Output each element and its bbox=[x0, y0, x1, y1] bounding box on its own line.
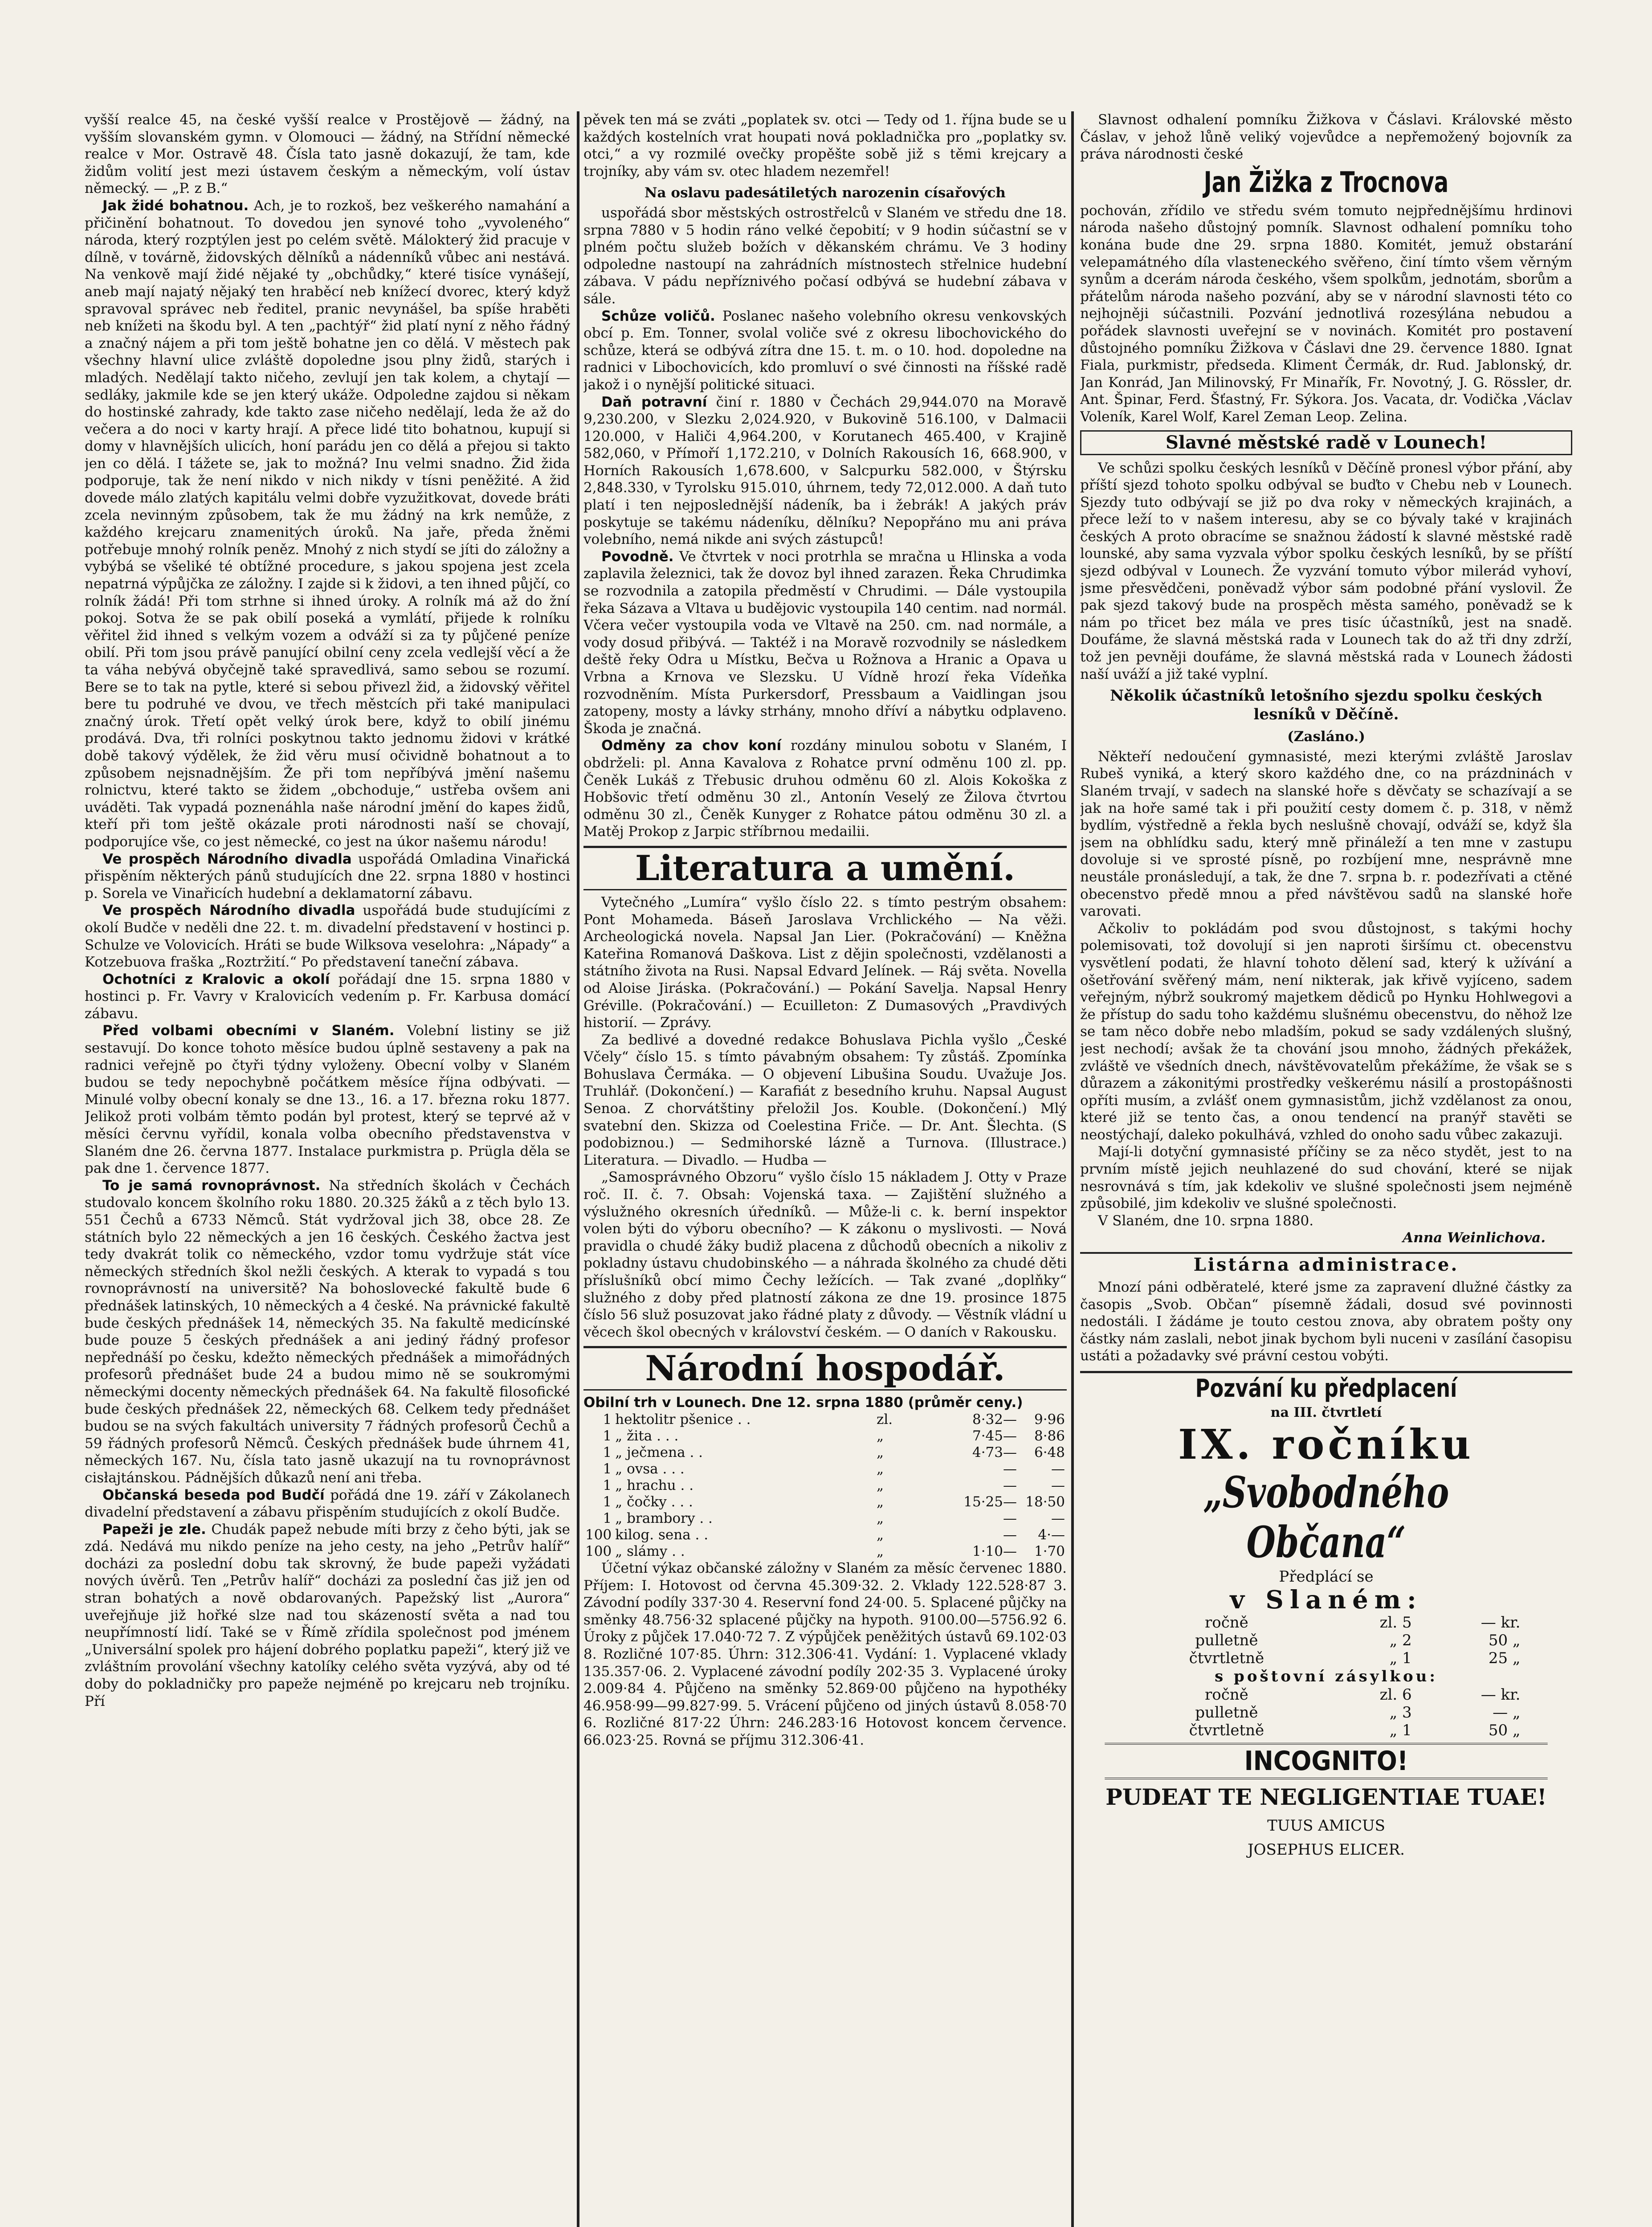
grain-row bbox=[583, 1494, 1067, 1510]
price-cell-zl: zl. 6 bbox=[1379, 1686, 1412, 1704]
ad-title: Pozvání ku předplacení bbox=[1195, 1374, 1457, 1403]
article-heading: To je samá rovnoprávnost. bbox=[102, 1177, 321, 1194]
price-cell-zl: „ 1 bbox=[1389, 1721, 1412, 1739]
price-row bbox=[1130, 1649, 1523, 1667]
grain-market-heading: Obilní trh v Lounech. Dne 12. srpna 1880 (průměr ceny.) bbox=[583, 1395, 1023, 1411]
grain-cell-qty: 1 bbox=[603, 1493, 612, 1510]
grain-cell-unit: „ bbox=[877, 1428, 884, 1444]
article-text: uspořádá sbor městských ostrostřelců v Slaném ve středu dne 18. srpna 7880 v 5 hodin ráno velké čepobití; v 9 hodin súčastní se v plném počtu služeb božích v děkanském chrámu. Ve 3 hodiny odpoledne nastoupí na zahrádních místnostech střelnice hudební zábava. V pádu nepříznivého počasí odbývá se hudební zábava v sále. bbox=[583, 204, 1067, 307]
ad-postal-label: s poštovní zásylkou: bbox=[1215, 1668, 1438, 1685]
price-table-local bbox=[1130, 1614, 1523, 1667]
article-heading: Schůze voličů. bbox=[601, 308, 715, 324]
grain-cell-price: — bbox=[1003, 1477, 1017, 1493]
grain-cell-qty: 1 bbox=[603, 1444, 612, 1460]
signature-block: Několik účastníků letošního sjezdu spolku českých lesníků v Děčíně. bbox=[1110, 687, 1542, 724]
grain-row bbox=[583, 1510, 1067, 1527]
article-text: Chudák papež nebude míti brzy z čeho býti, jak se zdá. Nedává mu nikdo peníze na jeho cesty, na jeho „Petrův halíř“ docházi za poslední dobu tak skrovný, že bude papeži vyžádati nových úvěrů. Ten „Petrův halíř“ docházi za poslední čas již jen od stran bohatých a nově obdarovaných. Papežský list „Aurora“ uveřejňuje již hořké slze nad tou skázeností světa a nad tou neupřímností lidí. Také se v Římě zřídila společnost pod jménem „Universální spolek pro hájení dobrého poplatku papeži“, který již ve zvláštním provolání všechny katolíky celého světa vyzývá, aby od té doby do pokladničky pro papeže nejméně po krejcaru neb trojníku. Pří bbox=[85, 1521, 570, 1709]
grain-cell-price: 15·25— bbox=[963, 1493, 1017, 1510]
price-row bbox=[1130, 1721, 1523, 1739]
column-rule-right bbox=[1071, 111, 1074, 2227]
name-banner: Jan Žižka z Trocnova bbox=[1203, 166, 1449, 199]
article-text: uspořádá bude studujícími z okolí Budče v neděli dne 22. t. m. divadelní představení v hostinci p. Schulze ve Volovicích. Hráti se bude Wilksova veselohra: „Nápady“ a Kotzebuova fraška „Roztržití.“ Po představení taneční zábava. bbox=[85, 902, 570, 971]
grain-cell-unit: „ bbox=[877, 1510, 884, 1526]
price-cell-label: ročně bbox=[1205, 1614, 1248, 1632]
grain-cell-unit: „ bbox=[877, 1477, 884, 1493]
grain-cell-unit: „ bbox=[877, 1460, 884, 1477]
ad-prepay-label: Předplácí se bbox=[1279, 1568, 1374, 1586]
article-heading: Občanská beseda pod Budčí bbox=[102, 1487, 325, 1503]
article-text: Na středních školách v Čechách studovalo koncem školního roku 1880. 20.325 žáků a z těch bylo 13. 551 Čechů a 6733 Němců. Stát vydržoval jich 38, obce 28. Ze státních bylo 22 německých a jen 16 českých. Českého žactva jest tedy dvakrát tolik co německého, vzdor tomu vydržuje stát více německých středních škol nežli českých. A kterak to vypadá s tou rovnoprávností na universitě? Na bohoslovecké fakultě bude 6 přednášek latinských, 10 německých a 4 české. Na právnické fakultě bude českých přednášek 14, německých 35. Na fakultě medicínské bude pouze 5 českých přednášek a ani jediný řádný profesor nepřednáší po česku, kdežto německých přednášek a mimořádných profesorů přednášet bude 24 a budou mimo ně se soukromými německými docenty německých přednášek 64. Na fakultě filosofické bude českých přednášek 22, německých 68. Celkem tedy přednášet budou se na svých fakultách university 7 řádných profesorů Čechů a 59 řádných profesorů Němců. Českých přednášek bude úhrnem 41, německých 167. Nu, čísla tato jasně ukazují na tu rovnoprávnost cisłajtánskou. Pádnějších důkazů není ani třeba. bbox=[85, 1177, 570, 1486]
grain-cell-qty: 1 bbox=[603, 1428, 612, 1444]
price-row bbox=[1130, 1704, 1523, 1721]
grain-cell-price2: 4·— bbox=[1038, 1526, 1065, 1543]
grain-cell-price: 1·10— bbox=[972, 1543, 1017, 1559]
section-heading-listarna: Listárna administrace. bbox=[1080, 1252, 1572, 1276]
grain-cell-name: „ slámy . . bbox=[615, 1543, 685, 1559]
article-text: rozdány minulou sobotu v Slaném, I obdrželi: pl. Anna Kavalova z Rohatce první odměnu 100 zl. pp. Čeněk Lukáš z Třebusic druhou odměnu 60 zl. Alois Kokoška z Hobšovic třetí odměnu 30 zl., Antonín Veselý ze Žilova čtvrtou odměnu 30 zl., Čeněk Kunyger z Rohatce pátou odměnu 30 zl. a Matěj Prokop z Jarpic stříbrnou medailii. bbox=[583, 738, 1067, 840]
article-text: Účetní výkaz občanské záložny v Slaném za měsíc červenec 1880. Příjem: I. Hotovost od června 45.309·32. 2. Vklady 122.528·87 3. Závodní podíly 337·30 4. Reservní fond 24·00. 5. Splacené půjčky na směnky 48.756·32 splacené půjčky na hypoth. 9100.00—5756.92 6. Úroky z půjček 17.040·72 7. Z výpůjček peněžitých ústavů 69.102·03 8. Rozličné 107·85. Úhrn: 312.306·41. Vydání: 1. Vyplacené vklady 135.357·06. 2. Vyplacené závodní podíly 202·35 3. Vyplacené úroky 2.009·84 4. Půjčeno na směnky 52.869·00 půjčeno na hypothéky 46.958·99—99.827·99. 5. Vrácení půjčeno od jiných ústavů 8.058·70 6. Rozličné 817·22 Úhrn: 246.283·16 Hotovost koncem července. 66.023·25. Rovná se příjmu 312.306·41. bbox=[583, 1560, 1067, 1748]
price-cell-kr: 50 „ bbox=[1488, 1721, 1521, 1739]
ad-place: v Slaném: bbox=[1230, 1585, 1423, 1615]
article-text: Poslanec našeho volebního okresu venkovských obcí p. Em. Tonner, svolal voliče své z okresu libochovického do schůze, která se odbývá zítra dne 15. t. m. o 10. hod. dopoledne na radnici v Libochovicích, kdo promluví o své činnosti na říšské radě jakož i o nynější politické situaci. bbox=[583, 308, 1067, 393]
article-text: Někteří nedoučení gymnasisté, mezi kterými zvláště Jaroslav Rubeš vyniká, a který skoro každého dne, co na prázdninách v Slaném trvají, v sadech na slanské hoře s děvčaty se schazívají a se jak na hoře samé tak i při použití cesty domem č. p. 318, v němž bydlím, výstředně a řekla bych neslušně chovají, odváží se, když šla jsem na obhlídku sadu, který mně přináleží a ten mne v zastupu dovoluje si ve sprosté písně, po rozbíjení mne, nesprávně mne neustále pronásledují, a tak, že dne 7. srpna b. r. podezřívati a ctěné obecenstvo předě mnou a před návštěvou sadů na slanské hoře varovati. bbox=[1080, 748, 1572, 920]
price-cell-kr: 25 „ bbox=[1488, 1649, 1521, 1667]
article-text: pořádá dne 19. září v Zákolanech divadelní představení a zábavu přispěním studujících z okolí Budče. bbox=[85, 1487, 570, 1521]
grain-cell-qty: 1 bbox=[603, 1477, 612, 1493]
ad-newspaper-name: „Svobodného Občana“ bbox=[1203, 1467, 1449, 1567]
article-heading: Ochotníci z Kralovic a okolí bbox=[102, 971, 330, 987]
grain-cell-unit: „ bbox=[877, 1444, 884, 1460]
price-row bbox=[1130, 1614, 1523, 1632]
article-text: Mají-li dotyční gymnasisté příčiny se za něco stydět, jest to na prvním místě jejich neuhlazené do sud chování, které se nijak nesrovnává s tím, jak kdekoliv ve slušné společnosti jsem nejméně způsobilé, jim kdekoliv ve slušné společnosti. bbox=[1080, 1144, 1572, 1212]
zaslano-heading: (Zasláno.) bbox=[1287, 729, 1365, 745]
grain-cell-price2: 1·70 bbox=[1034, 1543, 1065, 1559]
price-row bbox=[1130, 1632, 1523, 1649]
article-text: Volební listiny se již sestavují. Do konce tohoto měsíce budou úplně sestaveny a pak na radnici veřejně po čtyři týdny vyloženy. Obecní volby v Slaném budou se tedy nepochybně počátkem měsíce října odbývati. — Minulé volby obecní konaly se dne 13., 16. a 17. března roku 1877. Jelikož proti volbám těmto podán byl protest, který se teprvé až v měsíci červnu vyřídil, konala volba obecního představenstva v Slaném dne 26. června 1877. Instalace purkmistra p. Prügla děla se pak dne 1. července 1877. bbox=[85, 1023, 570, 1177]
grain-cell-name: „ hrachu . . bbox=[615, 1477, 694, 1493]
grain-cell-price: — bbox=[1003, 1460, 1017, 1477]
article-text: uspořádá Omladina Vinařická přispěním některých pánů studujících dne 22. srpna 1880 v hostinci p. Sorela ve Vinařicích hudební a deklamatorní zábavu. bbox=[85, 851, 570, 901]
grain-cell-name: „ ječmena . . bbox=[615, 1444, 703, 1460]
grain-cell-unit: „ bbox=[877, 1526, 884, 1543]
article-heading: Před volbami obecními v Slaném. bbox=[102, 1023, 395, 1039]
price-cell-label: čtvrtletně bbox=[1189, 1649, 1264, 1667]
article-text: Mnozí páni odběratelé, které jsme za zapravení dlužné částky za časopis „Svob. Občan“ písemně žádali, dosud své povinnosti nedostáli. I žádáme je touto cestou znova, aby obratem pošty ony částky nám zaslali, nebot jinak bychom byli nuceni v zasílání časopisu ustáti a požadavky své právní cestou vobýti. bbox=[1080, 1279, 1572, 1364]
grain-row bbox=[583, 1461, 1067, 1477]
grain-cell-qty: 1 bbox=[603, 1460, 612, 1477]
grain-row bbox=[583, 1411, 1067, 1428]
article-text: pěvek ten má se zváti „poplatek sv. otci — Tedy od 1. října bude se u každých kostelních vrat houpati nová pokladnička pro „poplatky sv. otci,“ a vy rozmilé ovečky propěšte sobě již s těmi krejcary a trojníky, aby vám sv. otec hladem nezemřel! bbox=[583, 112, 1067, 179]
column-1 bbox=[85, 111, 570, 2227]
article-text: činí r. 1880 v Čechách 29,944.070 na Moravě 9,230.200, v Slezku 2,024.920, v Bukovině 516.100, v Dalmacii 120.000, v Haliči 4,964.200, v Korutanech 465.400, v Krajině 582,060, v Přímoří 1,172.210, v Dolních Rakousích 16, 668.900, v Horních Rakousích 1,678.600, v Salcpurku 582.000, v Štýrsku 2,848.330, v Tyrolsku 915.010, úhrnem, tedy 72,012.000. A daň tuto platí i ten nejposlednější nádeník, ba i žebrák! A jakých práv poskytuje se takému nádeníku, dělníku? Nepopřáno mu ani práva volebního, nemá nikde ani svých zástupců! bbox=[583, 394, 1067, 548]
grain-cell-price: 4·73— bbox=[972, 1444, 1017, 1460]
article-heading: Povodně. bbox=[601, 548, 674, 565]
grain-cell-price2: — bbox=[1051, 1477, 1065, 1493]
price-cell-label: čtvrtletně bbox=[1189, 1721, 1264, 1739]
price-cell-label: pulletně bbox=[1195, 1632, 1258, 1649]
grain-cell-price: — bbox=[1003, 1510, 1017, 1526]
grain-cell-name: „ ovsa . . . bbox=[615, 1460, 685, 1477]
ad-volume: IX. ročníku bbox=[1178, 1420, 1474, 1468]
price-table-postal bbox=[1130, 1686, 1523, 1739]
grain-cell-price: — bbox=[1003, 1526, 1017, 1543]
grain-cell-price2: 9·96 bbox=[1034, 1411, 1065, 1428]
article-date: V Slaném, dne 10. srpna 1880. bbox=[1098, 1212, 1314, 1229]
grain-cell-qty: 1 bbox=[603, 1510, 612, 1526]
grain-row bbox=[583, 1543, 1067, 1560]
article-heading: Ve prospěch Národního divadla bbox=[102, 902, 355, 919]
article-heading: Odměny za chov koní bbox=[601, 738, 782, 754]
grain-cell-price2: — bbox=[1051, 1510, 1065, 1526]
grain-cell-unit: „ bbox=[877, 1493, 884, 1510]
article-text: „Samosprávného Obzoru“ vyšlo číslo 15 nákladem J. Otty v Praze roč. II. č. 7. Obsah: Vojenská taxa. — Zajištění služného a výslužného okresních úředníků. — Může-li c. k. berní inspektor volen býti do výboru obecního? — K zákonu o myslivosti. — Nová pravidla o chudé žáky budiž placena z důchodů obecních a nikoliv z pokladny ústavu chudobinského — a náhrada školného za chudé děti příslušníků obcí mimo Čechy ležících. — Tak zvané „doplňky“ služného z doby před platností zákona ze dne 19. prosince 1875 číslo 56 služ posuzovat jako řádné platy z důvody. — Věstník vládní u věcech škol obecných v království českém. — O daních v Rakousku. bbox=[583, 1169, 1067, 1340]
price-row bbox=[1130, 1686, 1523, 1704]
grain-row bbox=[583, 1428, 1067, 1444]
signature-elicer: JOSEPHUS ELICER. bbox=[1248, 1841, 1405, 1859]
grain-row bbox=[583, 1444, 1067, 1461]
price-cell-label: ročně bbox=[1205, 1686, 1248, 1704]
grain-cell-name: „ čočky . . . bbox=[615, 1493, 693, 1510]
article-text: pořádají dne 15. srpna 1880 v hostinci p. Fr. Vavry v Kralovicích vedením p. Fr. Karbusa domácí zábavu. bbox=[85, 971, 570, 1022]
grain-cell-unit: zl. bbox=[877, 1411, 893, 1428]
article-text: Slavnost odhalení pomníku Žižkova v Čáslavi. Královské město Čáslav, v jehož lůně veliký vojevůdce a nepřemožený bojovník za práva národnosti české bbox=[1080, 112, 1572, 163]
price-cell-zl: zl. 5 bbox=[1379, 1614, 1412, 1632]
section-heading-literature: Literatura a umění. bbox=[583, 846, 1067, 890]
grain-cell-price2: — bbox=[1051, 1460, 1065, 1477]
tuus-amicus: TUUS AMICUS bbox=[1267, 1817, 1385, 1835]
grain-cell-price2: 18·50 bbox=[1025, 1493, 1065, 1510]
subscription-ad bbox=[1080, 1371, 1572, 1860]
section-heading-economy: Národní hospodář. bbox=[583, 1346, 1067, 1391]
article-heading: Na oslavu padesátiletých narozenin císařových bbox=[644, 185, 1006, 201]
grain-cell-price2: 6·48 bbox=[1034, 1444, 1065, 1460]
newspaper-page bbox=[85, 111, 1572, 2227]
article-text: Ačkoliv to pokládám pod svou důstojnost, s takými hochy polemisovati, tož dovolují si jen naproti širšímu ct. obecenstvu vysvětlení podati, že hlavní tohoto dělení sad, který k užívání a ošetřování svěřený mám, není nikterak, jak křivě vyjíceno, sadem veřejným, nýbrž soukromý majetkem dědiců po Hynku Hohlwegovi a že přístup do sadu toho každému slušnému obecenstvu, do něhož lze se tam něco dobře nebo mladším, pokud se sady vzdálených slušný, jest nechodí; avšak že ta chování jsou mnoho, žádných překážek, zvláště ve všedních dnech, návštěvovatelům překážíme, že však se s důrazem a zákonitými prostředky veškerému násilí a prostopášnosti opříti musím, a zvlášť onem gymnasistům, jichž vzdělanost za onou, které již se tento čas, a onou tendencí na pranýř stavěti se neostýchají, daleko pokulhává, vzhled do onoho sadu vůbec zakazuji. bbox=[1080, 920, 1572, 1143]
grain-cell-name: „ žita . . . bbox=[615, 1428, 679, 1444]
incognito-heading: INCOGNITO! bbox=[1105, 1743, 1548, 1779]
article-heading: Papeži je zle. bbox=[102, 1521, 206, 1538]
signature: Anna Weinlichova. bbox=[1403, 1230, 1546, 1246]
price-cell-label: pulletně bbox=[1195, 1704, 1258, 1721]
grain-row bbox=[583, 1527, 1067, 1543]
price-cell-zl: „ 3 bbox=[1389, 1704, 1412, 1721]
grain-cell-qty: 100 bbox=[585, 1543, 612, 1559]
grain-cell-name: hektolitr pšenice . . bbox=[615, 1411, 751, 1428]
article-text: Ach, je to rozkoš, bez veškerého namahání a přičinění bohatnout. To dovedou jen synové toho „vyvoleného“ národa, který rozptýlen jest po celém světě. Málokterý žid pracuje v dílně, v továrně, židovských dělníků a nádenníků vůbec ani nestává. Na venkově mají židé nějaké ty „obchůdky,“ které tisíce vynášejí, aneb mají najatý nějaký ten hraběcí neb knížecí dvorec, který když spravoval správec neb ředitel, pranic nevynášel, ba spíše hraběti neb knížeti na škodu byl. A ten „pachtýř“ žid platí nyní z něho řádný a značný nájem a při tom ještě bohatne jen co dělá. V městech pak všechny hlavní ulice zvláště dopoledne jsou plny židů, starých i mladých. Nedělají takto ničeho, zevlují jen tak kolem, a chytají — sedláky, jakmile kde se jen který ukáže. Odpoledne zajdou si někam do hostinské zahrady, kde takto zase ničeho nedělají, leda že až do večera a do noci v karty hrají. A přece lidé tito bohatnou, kupují si domy v hlavnějších ulicích, honí parádu jen co dělá a přejou si takto jen co dělá. I tážete se, jak to možná? Inu velmi snadno. Žid žida podporuje, tak že není nikdo v nich nikdy v tísni peněžité. A žid dovede málo zlatých kapitálu velmi dobře vyzužitkovat, dovede bráti zcela nevinným způsobem, tak že mu žádný na krk nemůže, z každého krejcaru znamenitých úroků. Na jaře, předa žněmi potřebuje mnohý rolník peněz. Mnohý z nich stydí se jíti do záložny a vybýbá se všeliké té obtížné procedure, s jakou spojena jest zcela nepatrná výpůjčka ze záložny. I zajde si k židovi, a ten ihned půjčí, co rolník žádá! Při tom strhne si ihned úroky. A rolník má až do žní pokoj. Sotva že se pak obilí poseká a vymlátí, přijede k rolníku věřitel žid ihned s velkým vozem a odváží si za ty půjčené peníze obilí. Při tom jsou právě panující obilní ceny zcela vedlejší věcí a že ta váha nebývá obyčejně také spravedlivá, samo sebou se rozumí. Bere se to tak na pytle, které si sebou přivezl žid, a židovský věřitel bere tu podruhé ve dvou, ve třech městcích při také manipulaci značný úrok. Třetí opět velký úrok bere, když to obilí jinému prodává. Dva, tři rolníci poskytnou takto jednomu židovi v krátké době takový výdělek, že žid věru musí očividně bohatnout a to způsobem nejsnadnějším. Že při tom nepříbývá jmění našemu rolnictvu, které takto se židem „obchoduje,“ ustřeba ovšem ani uváděti. Tak vypadá poznenáhla naše národní jmění do kapes židů, kteří při tom ještě okázale proti národnosti naší se chovají, podporujíce vše, co jest německé, co jest na úkor našemu národu! bbox=[85, 197, 570, 850]
article-heading: Jak židé bohatnou. bbox=[102, 197, 249, 214]
column-3 bbox=[1080, 111, 1572, 2227]
grain-cell-name: kilog. sena . . bbox=[615, 1526, 709, 1543]
ad-subtitle: na III. čtvrtletí bbox=[1270, 1405, 1382, 1420]
article-text: pochován, zřídilo ve středu svém tomuto nejpřednějšímu hrdinovi národa našeho důstojný pomník. Slavnost odhalení pomníku toho konána bude dne 29. srpna 1880. Komitét, jemuž obstarání velepamátného díla vlasteneckého svěřeno, činí tímto všem věrným synům a dcerám národa českého, všem spolkům, jednotám, sborům a přátelům národa našeho pozvání, aby se v národní slavnosti této co nejhojněji súčastnili. Pozvání jednotlivá rozesýlána nebudou a pořádek slavnosti uveřejní se v novinách. Komitét pro postavení důstojného pomníku Žižkova v Čáslavi dne 29. července 1880. Ignat Fiala, purkmistr, předseda. Kliment Čermák, dr. Rud. Jablonský, dr. Jan Konrád, Jan Milinovský, Fr Minařík, Fr. Novotný, J. G. Rössler, dr. Ant. Špinar, Ferd. Šťastný, Fr. Sýkora. Jos. Vacata, dr. Vodička ,Václav Voleník, Karel Wolf, Karel Zeman Leop. Zelina. bbox=[1080, 202, 1572, 425]
grain-cell-price: 7·45— bbox=[972, 1428, 1017, 1444]
grain-row bbox=[583, 1477, 1067, 1494]
grain-cell-name: „ brambory . . bbox=[615, 1510, 713, 1526]
price-cell-zl: „ 2 bbox=[1389, 1632, 1412, 1649]
column-2 bbox=[583, 111, 1067, 2227]
price-cell-kr: — kr. bbox=[1481, 1614, 1521, 1632]
article-text: Za bedlivé a dovedné redakce Bohuslava Pichla vyšlo „České Včely“ číslo 15. s tímto pávabným obsahem: Ty zůstáš. Zpomínka Bohuslava Čermáka. — O objevení Libušina Soudu. Uvažuje Jos. Truhlář. (Dokončení.) — Karafiát z besedního kruhu. Napsal August Senoa. Z chorvátštiny přeložil Jos. Kouble. (Dokončení.) Mlý svatební den. Skizza od Coelestina Friče. — Dr. Ant. Šlechta. (S podobiznou.) — Sedmihorské lázně a Turnova. (Illustrace.) Literatura. — Divadlo. — Hudba — bbox=[583, 1032, 1067, 1168]
article-heading: Ve prospěch Národního divadla bbox=[102, 851, 352, 867]
price-cell-kr: 50 „ bbox=[1488, 1632, 1521, 1649]
article-text: Vytečného „Lumíra“ vyšlo číslo 22. s tímto pestrým obsahem: Pont Mohameda. Báseň Jaroslava Vrchlického — Na věži. Archeologická novela. Napsal Jan Lier. (Pokračování) — Kněžna Kateřina Romanová Daškova. List z dějin společnosti, vzdělanosti a státního života na Rusi. Napsal Edvard Jelínek. — Ráj světa. Novella od Aloise Jiráska. (Pokračování.) — Pokání Savelja. Napsal Henry Gréville. (Pokračování.) — Ecuilleton: Z Dumasových „Pravdivých historií. — Zprávy. bbox=[583, 894, 1067, 1031]
article-text: vyšší realce 45, na české vyšší realce v Prostějově — žádný, na vyšším slovanském gymn. v Olomouci — žádný, na Střídní německé realce v Mor. Ostravě 48. Čísla tato jasně dokazují, že tam, kde židům volití jest mezi ústavem českým a německým, volí ústav německý. — „P. z B.“ bbox=[85, 112, 570, 197]
grain-cell-qty: 100 bbox=[585, 1526, 612, 1543]
grain-cell-unit: „ bbox=[877, 1543, 884, 1559]
article-heading: Daň potravní bbox=[601, 394, 707, 410]
grain-cell-price2: 8·86 bbox=[1034, 1428, 1065, 1444]
grain-cell-qty: 1 bbox=[603, 1411, 612, 1428]
column-rule-left bbox=[577, 111, 579, 2227]
article-text: Ve schůzi spolku českých lesníků v Děčíně pronesl výbor přání, aby příští sjezd tohoto spolku odbýval se buďto v Chebu neb v Lounech. Sjezdy tuto odbývají se již po dva roky v německých krajinách, a přece leží to v našem interesu, aby se co bývaly také v krajinách českých A proto obracíme se snažnou žádostí k slavné městské radě lounské, aby sama vyzvala výbor spolku českých lesníků, by se příští sjezd odbýval v Lounech. Že vyzvání tomuto výbor milerád vyhoví, jsme přesvědčeni, poněvadž výbor sám podobné přání vyslovil. Že pak sjezd takový bude na prospěch města samého, poněvadž se k nám po třicet bez mála ve pres tisíc účastníků, jest na snadě. Doufáme, že slavná městská rada v Lounech tak do až tři dny zdrží, tož jen pevněji doufáme, že slavná městská rada v Lounech žádosti naší uváží a již také vyplní. bbox=[1080, 460, 1572, 682]
grain-price-table bbox=[583, 1411, 1067, 1560]
price-cell-kr: — „ bbox=[1493, 1704, 1521, 1721]
section-heading-louny: Slavné městské radě v Lounech! bbox=[1080, 430, 1572, 455]
article-text: Ve čtvrtek v noci protrhla se mračna u Hlinska a voda zaplavila železnici, tak že dovoz byl ihned zarazen. Řeka Chrudimka se rozvodnila a zatopila předměstí v Chrudimi. — Dále vystoupila řeka Sázava a Vltava u budějovic vystoupila 140 centim. nad normál. Včera večer vystoupila voda ve Vltavě na 250. cm. nad normále, a vody dosud přibývá. — Taktéž i na Moravě rozvodnily se následkem deště řeky Odra u Místku, Bečva u Rožnova a Hranic a Opava u Vrbna a Krnova ve Slezsku. U Vídně hrozí řeka Vídeňka rozvodněním. Místa Purkersdorf, Pressbaum a Vaidlingan jsou zatopeny, mosty a lávky strhány, mnoho dříví a nábytku odplaveno. Škoda je značná. bbox=[583, 548, 1067, 737]
pudeat-line: PUDEAT TE NEGLIGENTIAE TUAE! bbox=[1105, 1784, 1547, 1810]
grain-cell-price: 8·32— bbox=[972, 1411, 1017, 1428]
price-cell-kr: — kr. bbox=[1481, 1686, 1521, 1704]
price-cell-zl: „ 1 bbox=[1389, 1649, 1412, 1667]
